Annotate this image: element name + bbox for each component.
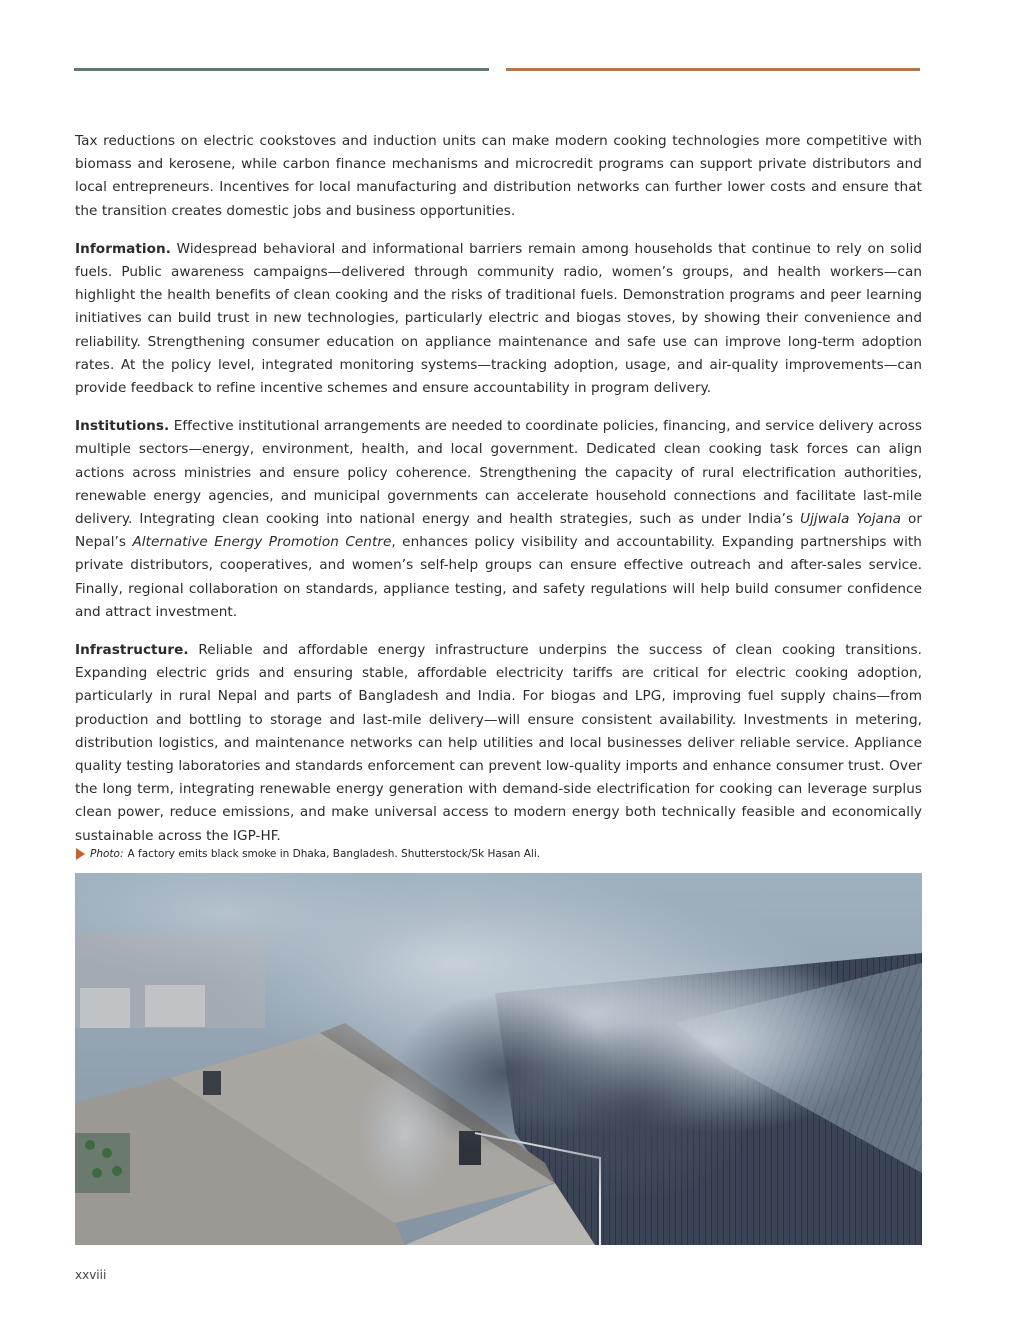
paragraph-tax-reductions xyxy=(75,130,922,223)
photo-caption-label: Photo: xyxy=(90,848,124,860)
paragraph-lead-institutions: Institutions. xyxy=(75,418,170,435)
paragraph-institutions xyxy=(75,415,922,624)
photo-illustration xyxy=(75,873,922,1245)
paragraph-infrastructure xyxy=(75,639,922,848)
paragraph-text: , enhances policy visibility and accountability. Expanding partnerships with private distributors, cooperatives, and women’s self-help groups can ensure effective outreach and after-sales service. Finally, regional collaboration on standards, appliance testing, and safety regulations will help build consumer confidence and attract investment. xyxy=(75,534,922,620)
program-name-aepc: Alternative Energy Promotion Centre xyxy=(132,534,392,551)
paragraph-text: or Nepal’s xyxy=(75,511,922,551)
header-rule-left xyxy=(74,68,489,71)
factory-smoke-photo xyxy=(75,873,922,1245)
paragraph-information xyxy=(75,238,922,400)
paragraph-text: Effective institutional arrangements are needed to coordinate policies, financing, and service delivery across multiple sectors—energy, environment, health, and local government. Dedicated clean cooking task forces can align actions across ministries and ensure policy coherence. Strengthening the capacity of rural electrification authorities, renewable energy agencies, and municipal governments can accelerate household connections and facilitate last-mile delivery. Integrating clean cooking into national energy and health strategies, such as under India’s xyxy=(75,418,922,528)
triangle-right-icon xyxy=(76,848,85,860)
program-name-ujjwala: Ujjwala Yojana xyxy=(800,511,901,528)
paragraph-text: Reliable and affordable energy infrastructure underpins the success of clean cooking transitions. Expanding electric grids and ensuring stable, affordable electricity tariffs are critical for electric cooking adoption, particularly in rural Nepal and parts of Bangladesh and India. For biogas and LPG, improving fuel supply chains—from production and bottling to storage and last-mile delivery—will ensure consistent availability. Investments in metering, distribution logistics, and maintenance networks can help utilities and local businesses deliver reliable service. Appliance quality testing laboratories and standards enforcement can prevent low-quality imports and enhance consumer trust. Over the long term, integrating renewable energy generation with demand-side electrification for cooking can leverage surplus clean power, reduce emissions, and make universal access to modern energy both technically feasible and economically sustainable across the IGP-HF. xyxy=(75,642,922,844)
photo-caption xyxy=(76,848,540,860)
paragraph-text: Widespread behavioral and informational barriers remain among households that continue to rely on solid fuels. Public awareness campaigns—delivered through community radio, women’s groups, and health workers—can highlight the health benefits of clean cooking and the risks of traditional fuels. Demonstration programs and peer learning initiatives can build trust in new technologies, particularly electric and biogas stoves, by showing their convenience and reliability. Strengthening consumer education on appliance maintenance and safe use can improve long-term adoption rates. At the policy level, integrated monitoring systems—tracking adoption, usage, and air-quality improvements—can provide feedback to refine incentive schemes and ensure accountability in program delivery. xyxy=(75,240,922,397)
paragraph-lead-information: Information. xyxy=(75,240,171,257)
page-number: xxviii xyxy=(75,1268,107,1282)
photo-caption-text: A factory emits black smoke in Dhaka, Bangladesh. Shutterstock/Sk Hasan Ali. xyxy=(127,848,541,860)
paragraph-lead-infrastructure: Infrastructure. xyxy=(75,642,189,659)
paragraph-text: Tax reductions on electric cookstoves and induction units can make modern cooking technologies more competitive with biomass and kerosene, while carbon finance mechanisms and microcredit programs can support private distributors and local entrepreneurs. Incentives for local manufacturing and distribution networks can further lower costs and ensure that the transition creates domestic jobs and business opportunities. xyxy=(75,133,922,219)
header-rule-right xyxy=(506,68,920,71)
body-text xyxy=(75,130,922,863)
